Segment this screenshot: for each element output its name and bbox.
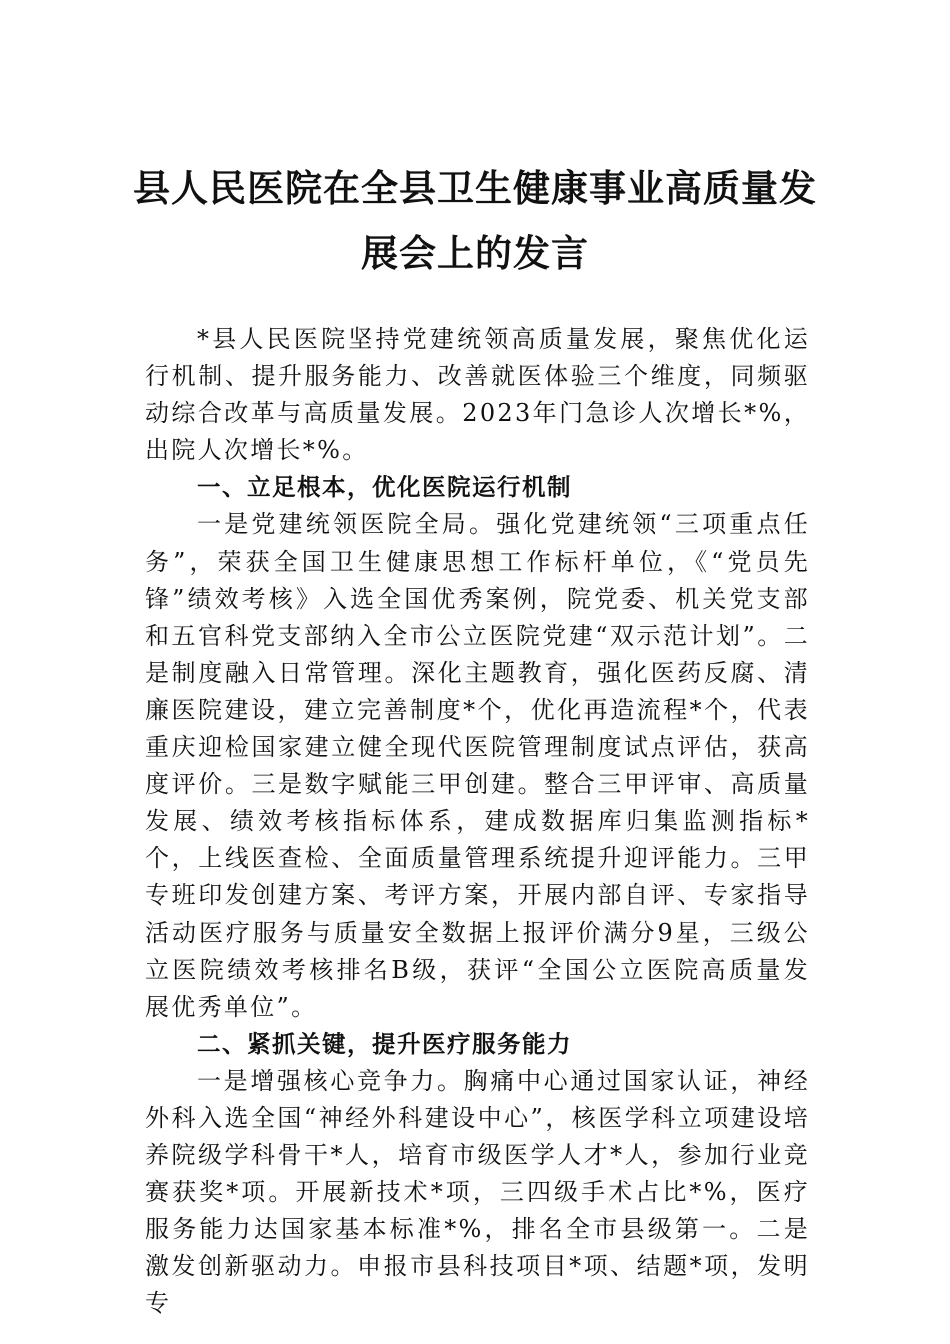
section-2-heading: 二、紧抓关键，提升医疗服务能力 — [197, 1029, 572, 1058]
section-1-paragraph: 一是党建统领医院全局。强化党建统领“三项重点任务”，荣获全国卫生健康思想工作标杆单位，《“党员先锋”绩效考核》入选全国优秀案例，院党委、机关党支部和五官科党支部纳入全市公立医院党建“双示范计划”。二是制度融入日常管理。深化主题教育，强化医药反腐、清廉医院建设，建立完善制度*个，优化再造流程*个，代表重庆迎检国家建立健全现代医院管理制度试点评估，获高度评价。三是数字赋能三甲创建。整合三甲评审、高质量发展、绩效考核指标体系，建成数据库归集监测指标*个，上线医查检、全面质量管理系统提升迎评能力。三甲专班印发创建方案、考评方案，开展内部自评、专家指导活动医疗服务与质量安全数据上报评价满分9星，三级公立医院绩效考核排名B级，获评“全国公立医院高质量发展优秀单位”。 — [145, 510, 810, 1021]
intro-paragraph: *县人民医院坚持党建统领高质量发展，聚焦优化运行机制、提升服务能力、改善就医体验三个维度，同频驱动综合改革与高质量发展。2023年门急诊人次增长*%，出院人次增长*%。 — [145, 325, 810, 465]
section-2-paragraph: 一是增强核心竞争力。胸痛中心通过国家认证，神经外科入选全国“神经外科建设中心”，核医学科立项建设培养院级学科骨干*人，培育市级医学人才*人，参加行业竞赛获奖*项。开展新技术*项，三四级手术占比*%，医疗服务能力达国家基本标准*%，排名全市县级第一。二是激发创新驱动力。申报市县科技项目*项、结题*项，发明专 — [145, 1066, 810, 1318]
document-title-line-1: 县人民医院在全县卫生健康事业高质量发 — [133, 166, 817, 210]
document-title-line-2: 展会上的发言 — [361, 231, 589, 275]
section-1-heading: 一、立足根本，优化医院运行机制 — [197, 473, 572, 502]
document-body — [145, 321, 810, 1323]
